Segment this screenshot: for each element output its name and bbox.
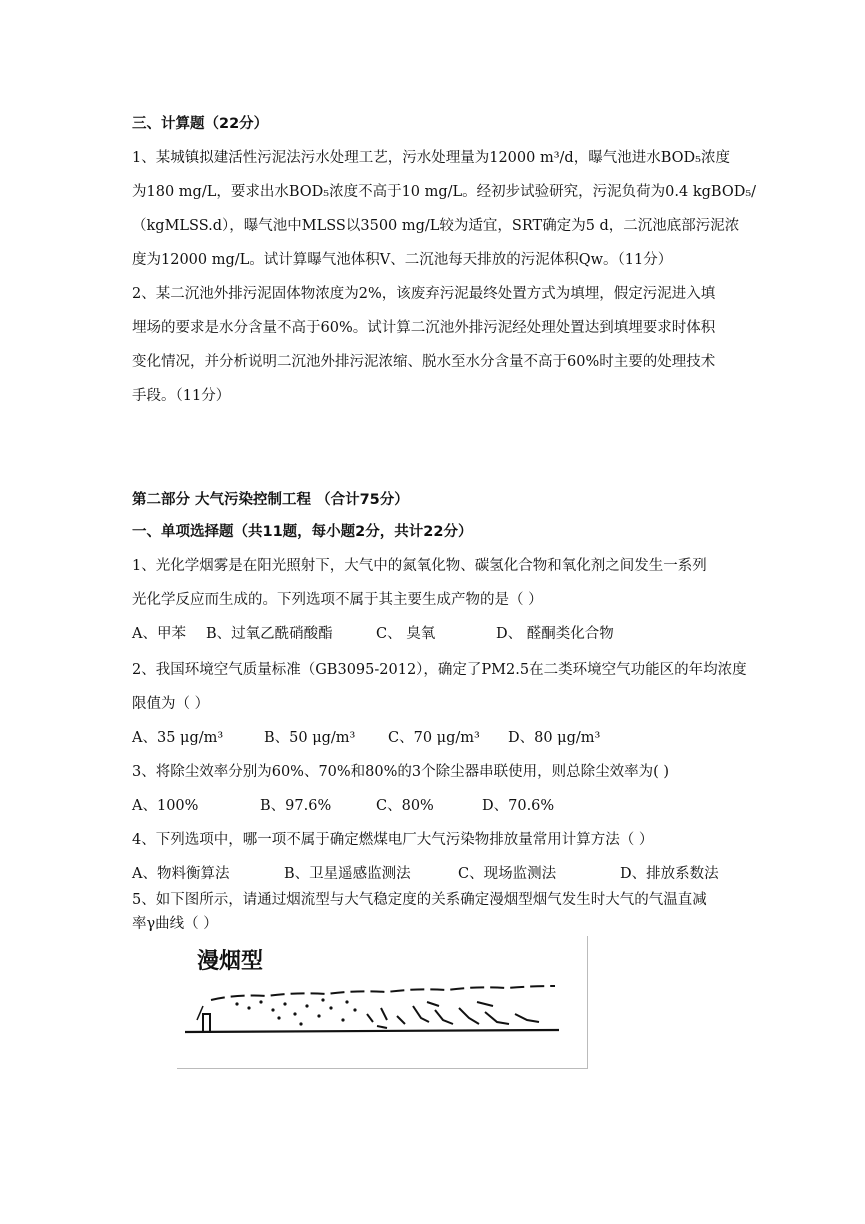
calc-q2-line1: 2、某二沉池外排污泥固体物浓度为2%，该废弃污泥最终处置方式为填埋，假定污泥进入填 [132,286,716,302]
option-b: B、97.6% [260,798,332,814]
part2-heading: 第二部分 大气污染控制工程 （合计75分） [132,492,409,508]
figure-title: 漫烟型 [197,949,264,974]
option-b: B、过氧乙酰硝酸酯 [206,626,333,642]
option-a: A、物料衡算法 [132,866,230,882]
option-c: C、现场监测法 [458,866,557,882]
mcq-section-heading: 一、单项选择题（共11题，每小题2分，共计22分） [132,524,473,540]
option-d: D、排放系数法 [620,866,719,882]
calc-q1-line2: 为180 mg/L，要求出水BOD₅浓度不高于10 mg/L。经初步试验研究，污泥负荷为0.4 kgBOD₅/ [132,184,757,200]
mcq-q1-line2: 光化学反应而生成的。下列选项不属于其主要生成产物的是（ ） [132,592,543,608]
mcq-q1-options [132,624,732,644]
option-c: C、70 μg/m³ [388,730,480,746]
mcq-q3-line1: 3、将除尘效率分别为60%、70%和80%的3个除尘器串联使用，则总除尘效率为( ) [132,764,670,780]
option-d: D、70.6% [482,798,555,814]
mcq-q5-line1: 5、如下图所示，请通过烟流型与大气稳定度的关系确定漫烟型烟气发生时大气的气温直减 [132,892,707,908]
calc-q1-line3: （kgMLSS.d），曝气池中MLSS以3500 mg/L较为适宜，SRT确定为5 d，二沉池底部污泥浓 [132,218,740,234]
plume-illustration [177,936,587,1068]
mcq-q2-line1: 2、我国环境空气质量标准（GB3095-2012），确定了PM2.5在二类环境空气功能区的年均浓度 [132,662,747,678]
mcq-q4-options [132,864,732,884]
mcq-q3-options [132,796,732,816]
mcq-q4-line1: 4、下列选项中，哪一项不属于确定燃煤电厂大气污染物排放量常用计算方法（ ） [132,832,654,848]
option-a: A、甲苯 [132,626,186,642]
option-c: C、 臭氧 [376,626,436,642]
plume-figure [177,936,588,1069]
mcq-q5-line2: 率γ曲线（ ） [132,916,218,932]
mcq-q2-options [132,728,732,748]
calc-q2-line2: 埋场的要求是水分含量不高于60%。试计算二沉池外排污泥经处理处置达到填埋要求时体积 [132,320,716,336]
option-d: D、 醛酮类化合物 [496,626,614,642]
option-b: B、50 μg/m³ [264,730,356,746]
mcq-q1-line1: 1、光化学烟雾是在阳光照射下，大气中的氮氧化物、碳氢化合物和氧化剂之间发生一系列 [132,558,707,574]
option-a: A、100% [132,798,199,814]
option-d: D、80 μg/m³ [508,730,601,746]
option-a: A、35 μg/m³ [132,730,224,746]
option-c: C、80% [376,798,434,814]
section-heading-calculation: 三、计算题（22分） [132,116,269,132]
calc-q1-line1: 1、某城镇拟建活性污泥法污水处理工艺，污水处理量为12000 m³/d，曝气池进水BOD₅浓度 [132,150,730,166]
mcq-q2-line2: 限值为（ ） [132,696,210,712]
calc-q2-line4: 手段。（11分） [132,388,231,404]
calc-q2-line3: 变化情况，并分析说明二沉池外排污泥浓缩、脱水至水分含量不高于60%时主要的处理技术 [132,354,716,370]
option-b: B、卫星遥感监测法 [284,866,411,882]
calc-q1-line4: 度为12000 mg/L。试计算曝气池体积V、二沉池每天排放的污泥体积Qw。（11分） [132,252,673,268]
